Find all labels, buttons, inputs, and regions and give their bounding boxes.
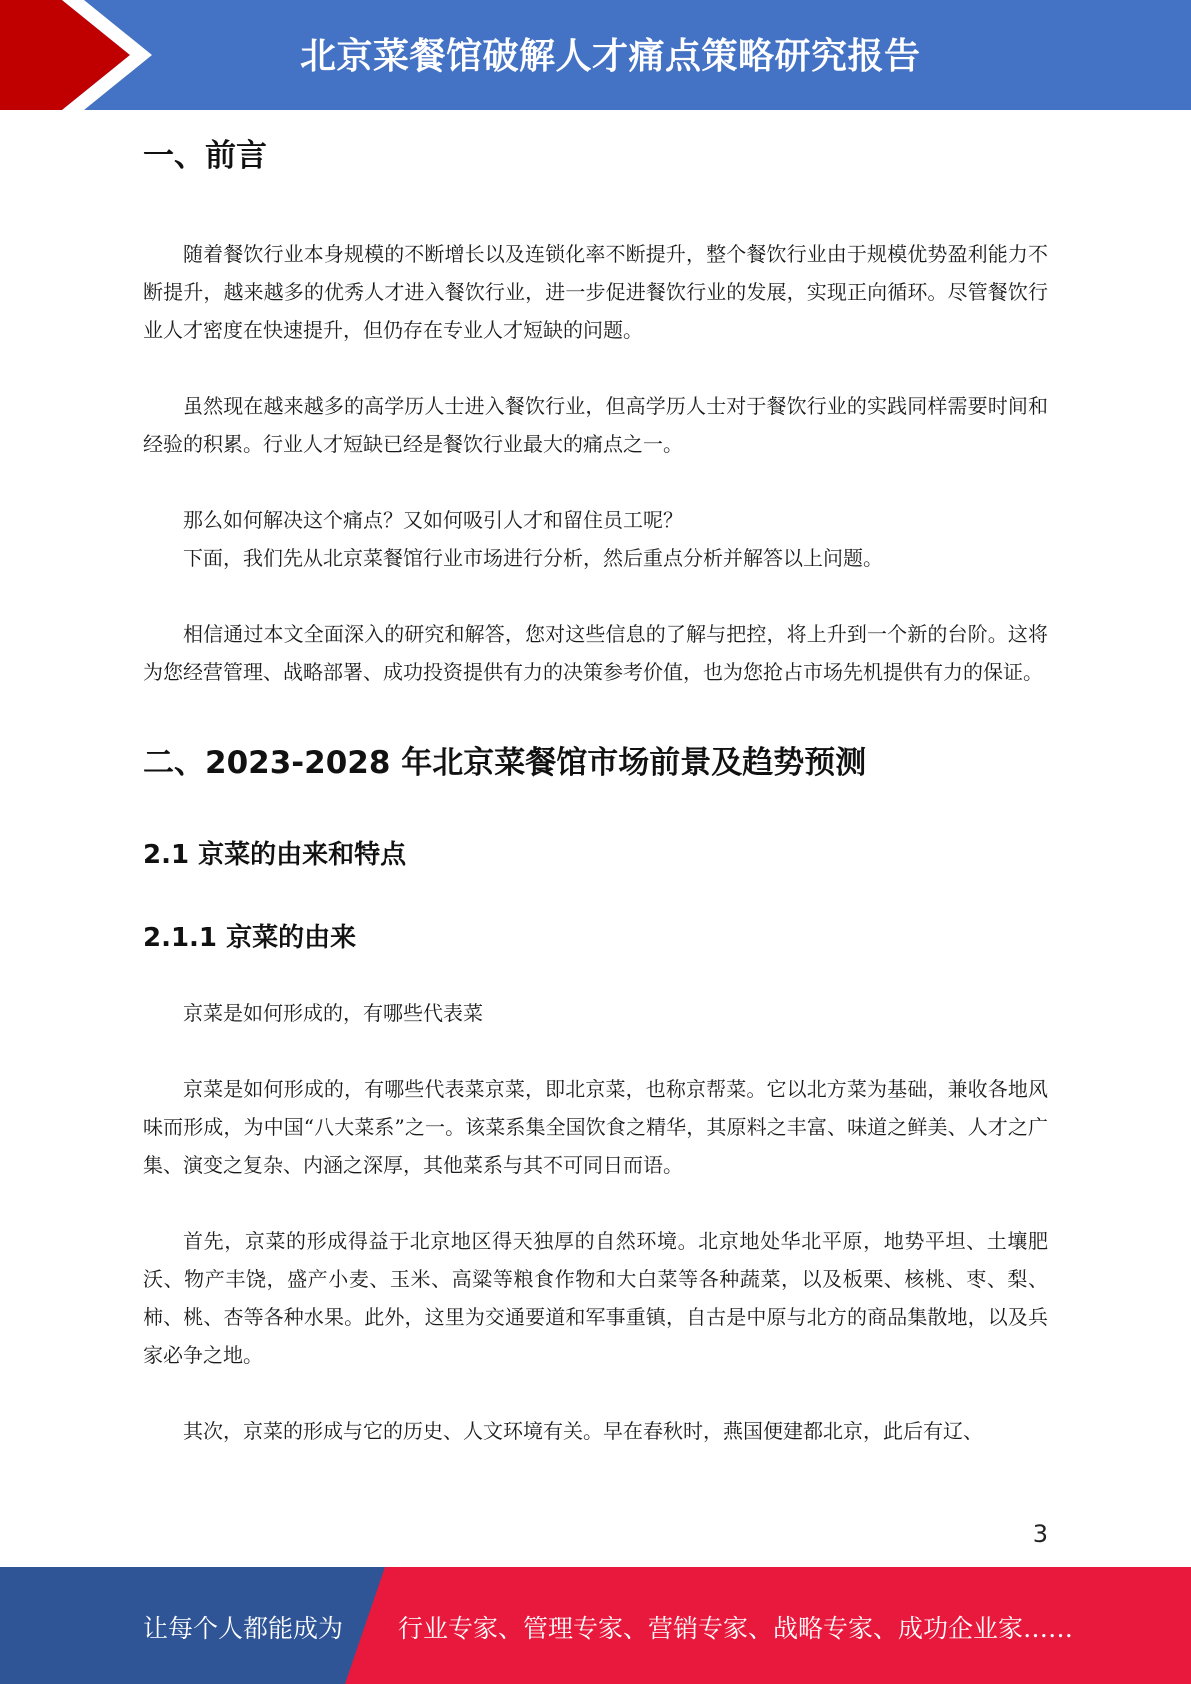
subsection-heading: 2.1 京菜的由来和特点 — [143, 840, 407, 870]
paragraph: 首先，京菜的形成得益于北京地区得天独厚的自然环境。北京地处华北平原，地势平坦、土壤肥沃、物产丰饶，盛产小麦、玉米、高粱等粮食作物和大白菜等各种蔬菜，以及板栗、核桃、枣、梨、柿、桃、杏等各种水果。此外，这里为交通要道和军事重镇，自古是中原与北方的商品集散地，以及兵家必争之地。 — [143, 1229, 1048, 1367]
paragraph: 随着餐饮行业本身规模的不断增长以及连锁化率不断提升，整个餐饮行业由于规模优势盈利能力不断提升，越来越多的优秀人才进入餐饮行业，进一步促进餐饮行业的发展，实现正向循环。尽管餐饮行业人才密度在快速提升，但仍存在专业人才短缺的问题。 — [143, 242, 1048, 342]
paragraph: 京菜是如何形成的，有哪些代表菜 — [183, 1001, 483, 1025]
paragraph: 相信通过本文全面深入的研究和解答，您对这些信息的了解与把控，将上升到一个新的台阶。这将为您经营管理、战略部署、成功投资提供有力的决策参考价值，也为您抢占市场先机提供有力的保证。 — [143, 622, 1048, 684]
paragraph: 京菜是如何形成的，有哪些代表菜京菜，即北京菜，也称京帮菜。它以北方菜为基础，兼收各地风味而形成，为中国“八大菜系”之一。该菜系集全国饮食之精华，其原料之丰富、味道之鲜美、人才之广集、演变之复杂、内涵之深厚，其他菜系与其不可同日而语。 — [143, 1077, 1048, 1177]
paragraph: 下面，我们先从北京菜餐馆行业市场进行分析，然后重点分析并解答以上问题。 — [183, 546, 883, 570]
paragraph: 其次，京菜的形成与它的历史、人文环境有关。早在春秋时，燕国便建都北京，此后有辽、 — [183, 1419, 983, 1443]
footer-slogan-right: 行业专家、管理专家、营销专家、战略专家、成功企业家…… — [398, 1614, 1074, 1643]
section-heading-forecast: 二、2023-2028 年北京菜餐馆市场前景及趋势预测 — [143, 745, 867, 781]
page-body — [143, 130, 1048, 1450]
report-title: 北京菜餐馆破解人才痛点策略研究报告 — [300, 36, 921, 77]
report-header-band — [0, 0, 1191, 110]
footer-band — [0, 1567, 1191, 1684]
paragraph: 那么如何解决这个痛点？又如何吸引人才和留住员工呢？ — [183, 508, 683, 532]
paragraph: 虽然现在越来越多的高学历人士进入餐饮行业，但高学历人士对于餐饮行业的实践同样需要时间和经验的积累。行业人才短缺已经是餐饮行业最大的痛点之一。 — [143, 394, 1048, 456]
page-number: 3 — [1032, 1520, 1048, 1548]
footer-slogan-left: 让每个人都能成为 — [143, 1614, 344, 1643]
section-heading-preface: 一、前言 — [143, 138, 267, 174]
subsubsection-heading: 2.1.1 京菜的由来 — [143, 923, 357, 953]
